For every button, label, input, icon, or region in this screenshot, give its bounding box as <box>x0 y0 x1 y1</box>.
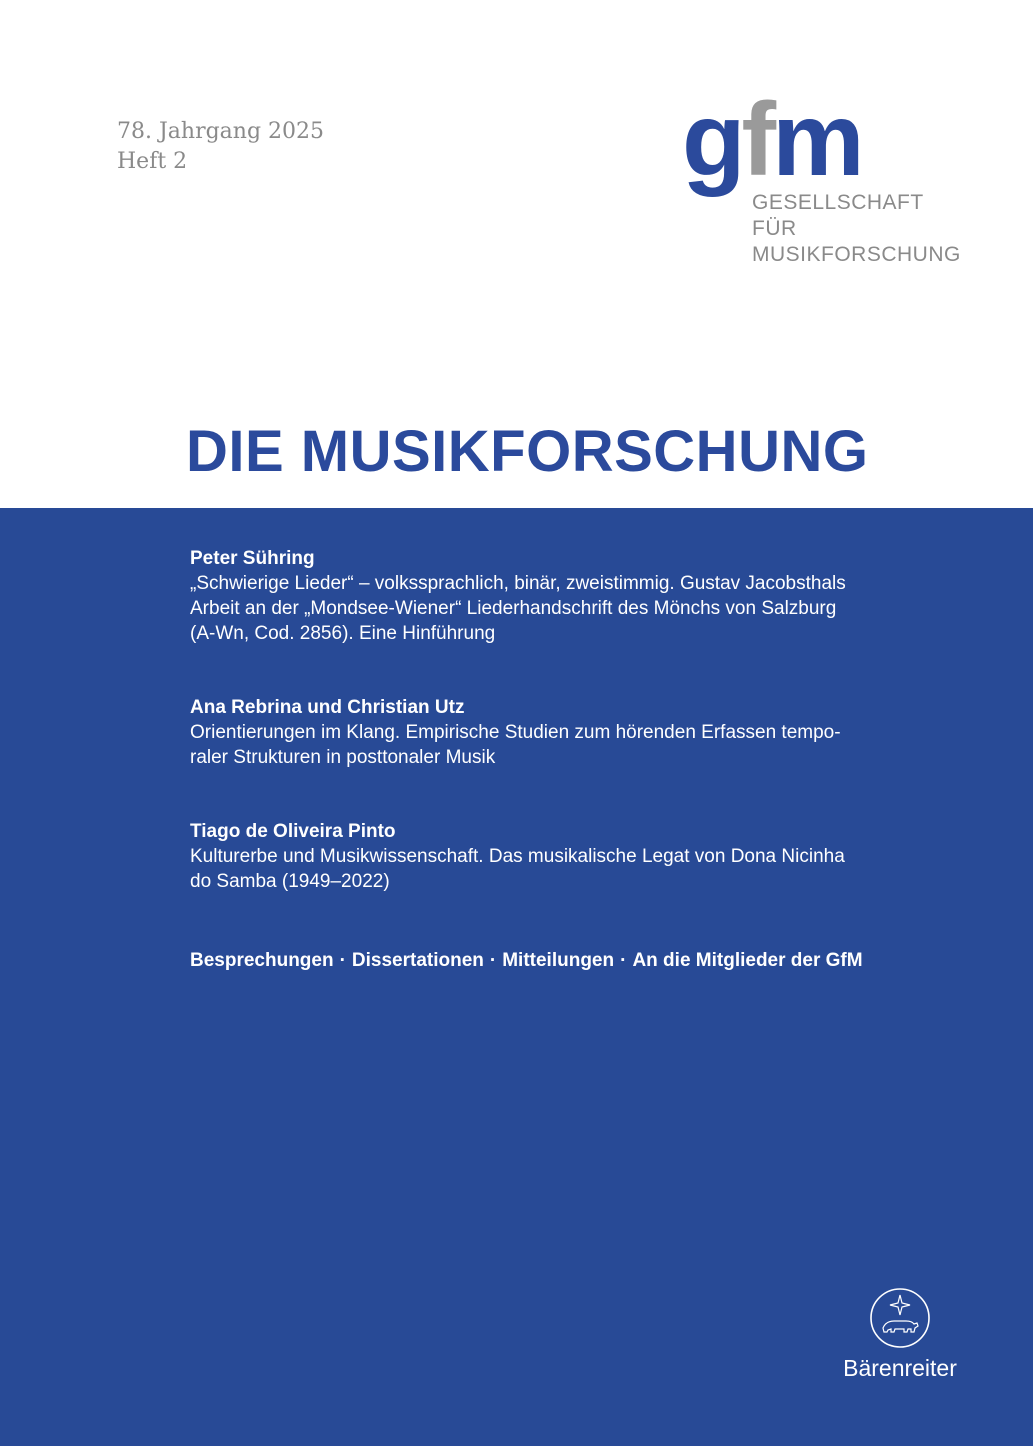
article-title-line: Arbeit an der „Mondsee-Wiener“ Liederhandschrift des Mönchs von Salzburg <box>190 598 837 619</box>
article-entry <box>190 546 980 646</box>
article-title-line: Orientierungen im Klang. Empirische Studien zum hörenden Erfassen tempo- <box>190 722 841 743</box>
article-entry <box>190 695 980 770</box>
volume-year: 78. Jahrgang 2025 <box>117 119 325 144</box>
society-name-line-2: MUSIKFORSCHUNG <box>752 243 961 266</box>
section-separator: · <box>620 950 627 971</box>
journal-title: DIE MUSIKFORSCHUNG <box>186 419 869 484</box>
article-title-line: raler Strukturen in posttonaler Musik <box>190 747 496 768</box>
gfm-logo-letters <box>682 80 861 200</box>
section-separator: · <box>339 950 346 971</box>
logo-letter-m: m <box>772 82 861 198</box>
gfm-logo <box>682 82 972 266</box>
article-entry <box>190 819 980 894</box>
issue-number: Heft 2 <box>117 149 188 174</box>
article-author: Ana Rebrina und Christian Utz <box>190 697 465 718</box>
logo-letter-g: g <box>682 82 742 198</box>
sections-list <box>190 948 863 973</box>
section-item: Mitteilungen <box>502 950 615 971</box>
article-title-line: do Samba (1949–2022) <box>190 871 390 892</box>
publisher-name: Bärenreiter <box>843 1355 957 1381</box>
issue-info <box>117 117 324 177</box>
article-title-line: (A-Wn, Cod. 2856). Eine Hinführung <box>190 623 496 644</box>
bear-star-emblem-icon <box>868 1286 932 1350</box>
article-title-line: Kulturerbe und Musikwissenschaft. Das musikalische Legat von Dona Nicinha <box>190 846 845 867</box>
article-author: Tiago de Oliveira Pinto <box>190 821 396 842</box>
cover-top-area <box>0 0 1033 508</box>
publisher-logo <box>830 1278 970 1398</box>
article-title-line: „Schwierige Lieder“ – volkssprachlich, binär, zweistimmig. Gustav Jacobsthals <box>190 573 846 594</box>
society-name <box>752 190 972 268</box>
section-item: An die Mitglieder der GfM <box>632 950 863 971</box>
section-item: Dissertationen <box>351 950 484 971</box>
logo-letter-f: f <box>741 82 773 198</box>
section-item: Besprechungen <box>190 950 334 971</box>
society-name-line-1: GESELLSCHAFT FÜR <box>752 191 924 240</box>
article-author: Peter Sühring <box>190 548 315 569</box>
section-separator: · <box>489 950 497 971</box>
contents-band <box>0 508 1033 1446</box>
